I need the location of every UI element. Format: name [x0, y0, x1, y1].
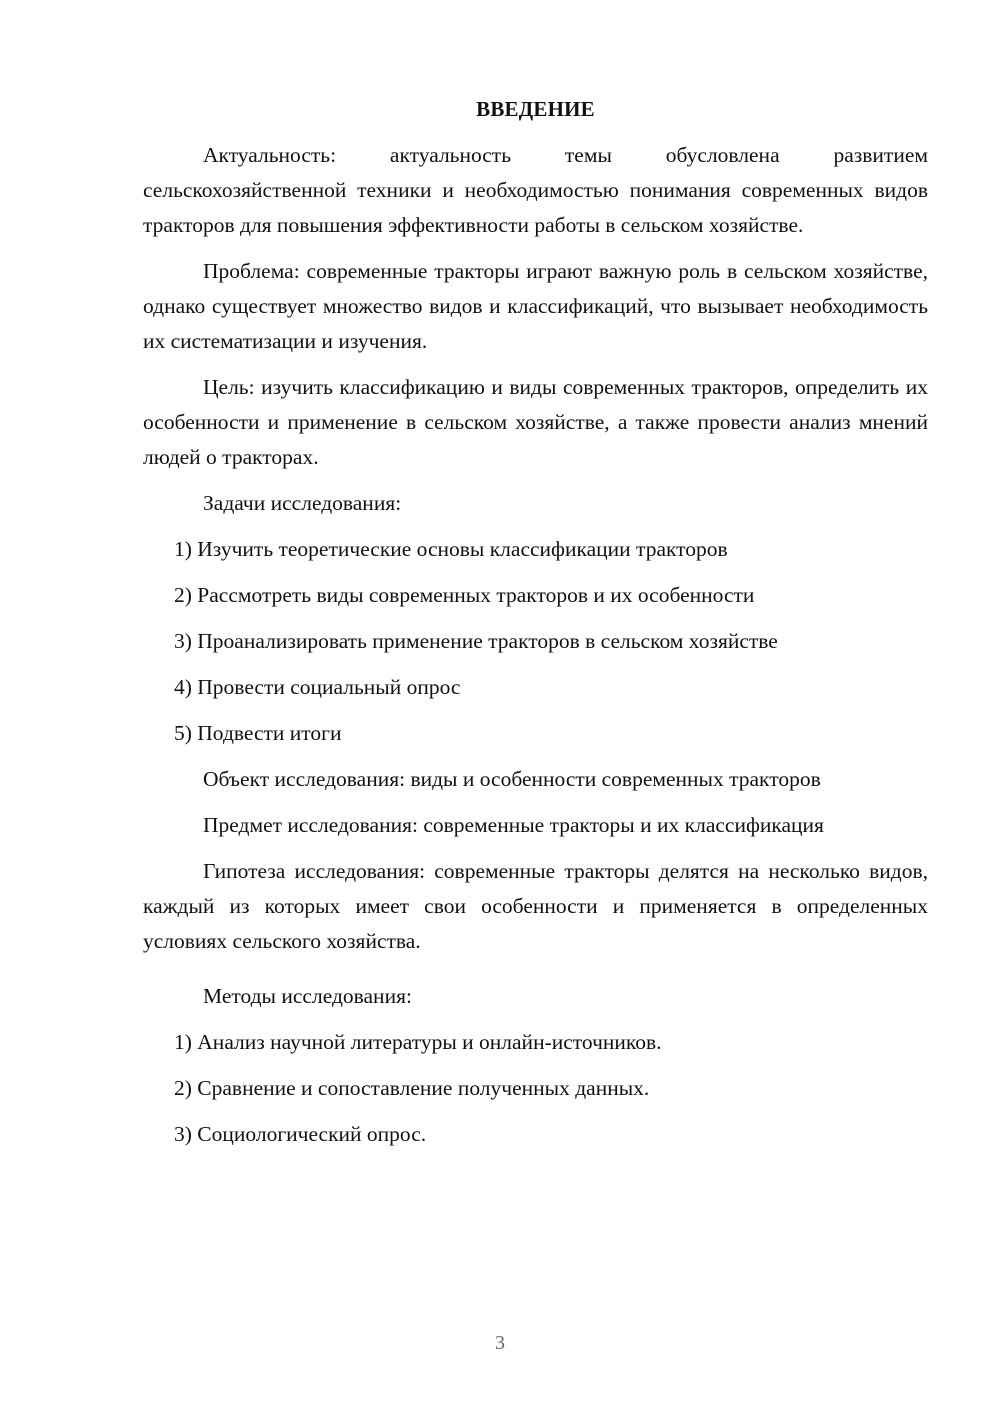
task-item: 4) Провести социальный опрос: [174, 675, 461, 699]
method-item: 3) Социологический опрос.: [174, 1122, 427, 1146]
problem-paragraph: Проблема: современные тракторы играют важную роль в сельском хозяйстве, однако существует множество видов и классификаций, что вызывает необходимость их систематизации и изучения.: [143, 259, 928, 353]
method-item: 1) Анализ научной литературы и онлайн-источников.: [174, 1030, 662, 1054]
page-number: 3: [495, 1332, 505, 1354]
relevance-paragraph: Актуальность: актуальность темы обусловлена развитием сельскохозяйственной техники и необходимостью понимания современных видов тракторов для повышения эффективности работы в сельском хозяйстве.: [143, 143, 928, 237]
task-item: 3) Проанализировать применение тракторов в сельском хозяйстве: [174, 629, 778, 653]
task-item: 2) Рассмотреть виды современных тракторов и их особенности: [174, 583, 755, 607]
tasks-heading: Задачи исследования:: [203, 491, 402, 515]
goal-paragraph: Цель: изучить классификацию и виды современных тракторов, определить их особенности и применение в сельском хозяйстве, а также провести анализ мнений людей о тракторах.: [143, 375, 928, 469]
research-subject: Предмет исследования: современные тракторы и их классификация: [203, 813, 824, 837]
research-object: Объект исследования: виды и особенности современных тракторов: [203, 767, 821, 791]
page-content: [143, 94, 928, 1163]
method-item: 2) Сравнение и сопоставление полученных данных.: [174, 1076, 650, 1100]
methods-heading: Методы исследования:: [203, 984, 412, 1008]
section-title: ВВЕДЕНИЕ: [476, 97, 595, 121]
task-item: 5) Подвести итоги: [174, 721, 342, 745]
task-item: 1) Изучить теоретические основы классификации тракторов: [174, 537, 728, 561]
hypothesis-paragraph: Гипотеза исследования: современные тракторы делятся на несколько видов, каждый из которых имеет свои особенности и применяется в определенных условиях сельского хозяйства.: [143, 859, 928, 953]
